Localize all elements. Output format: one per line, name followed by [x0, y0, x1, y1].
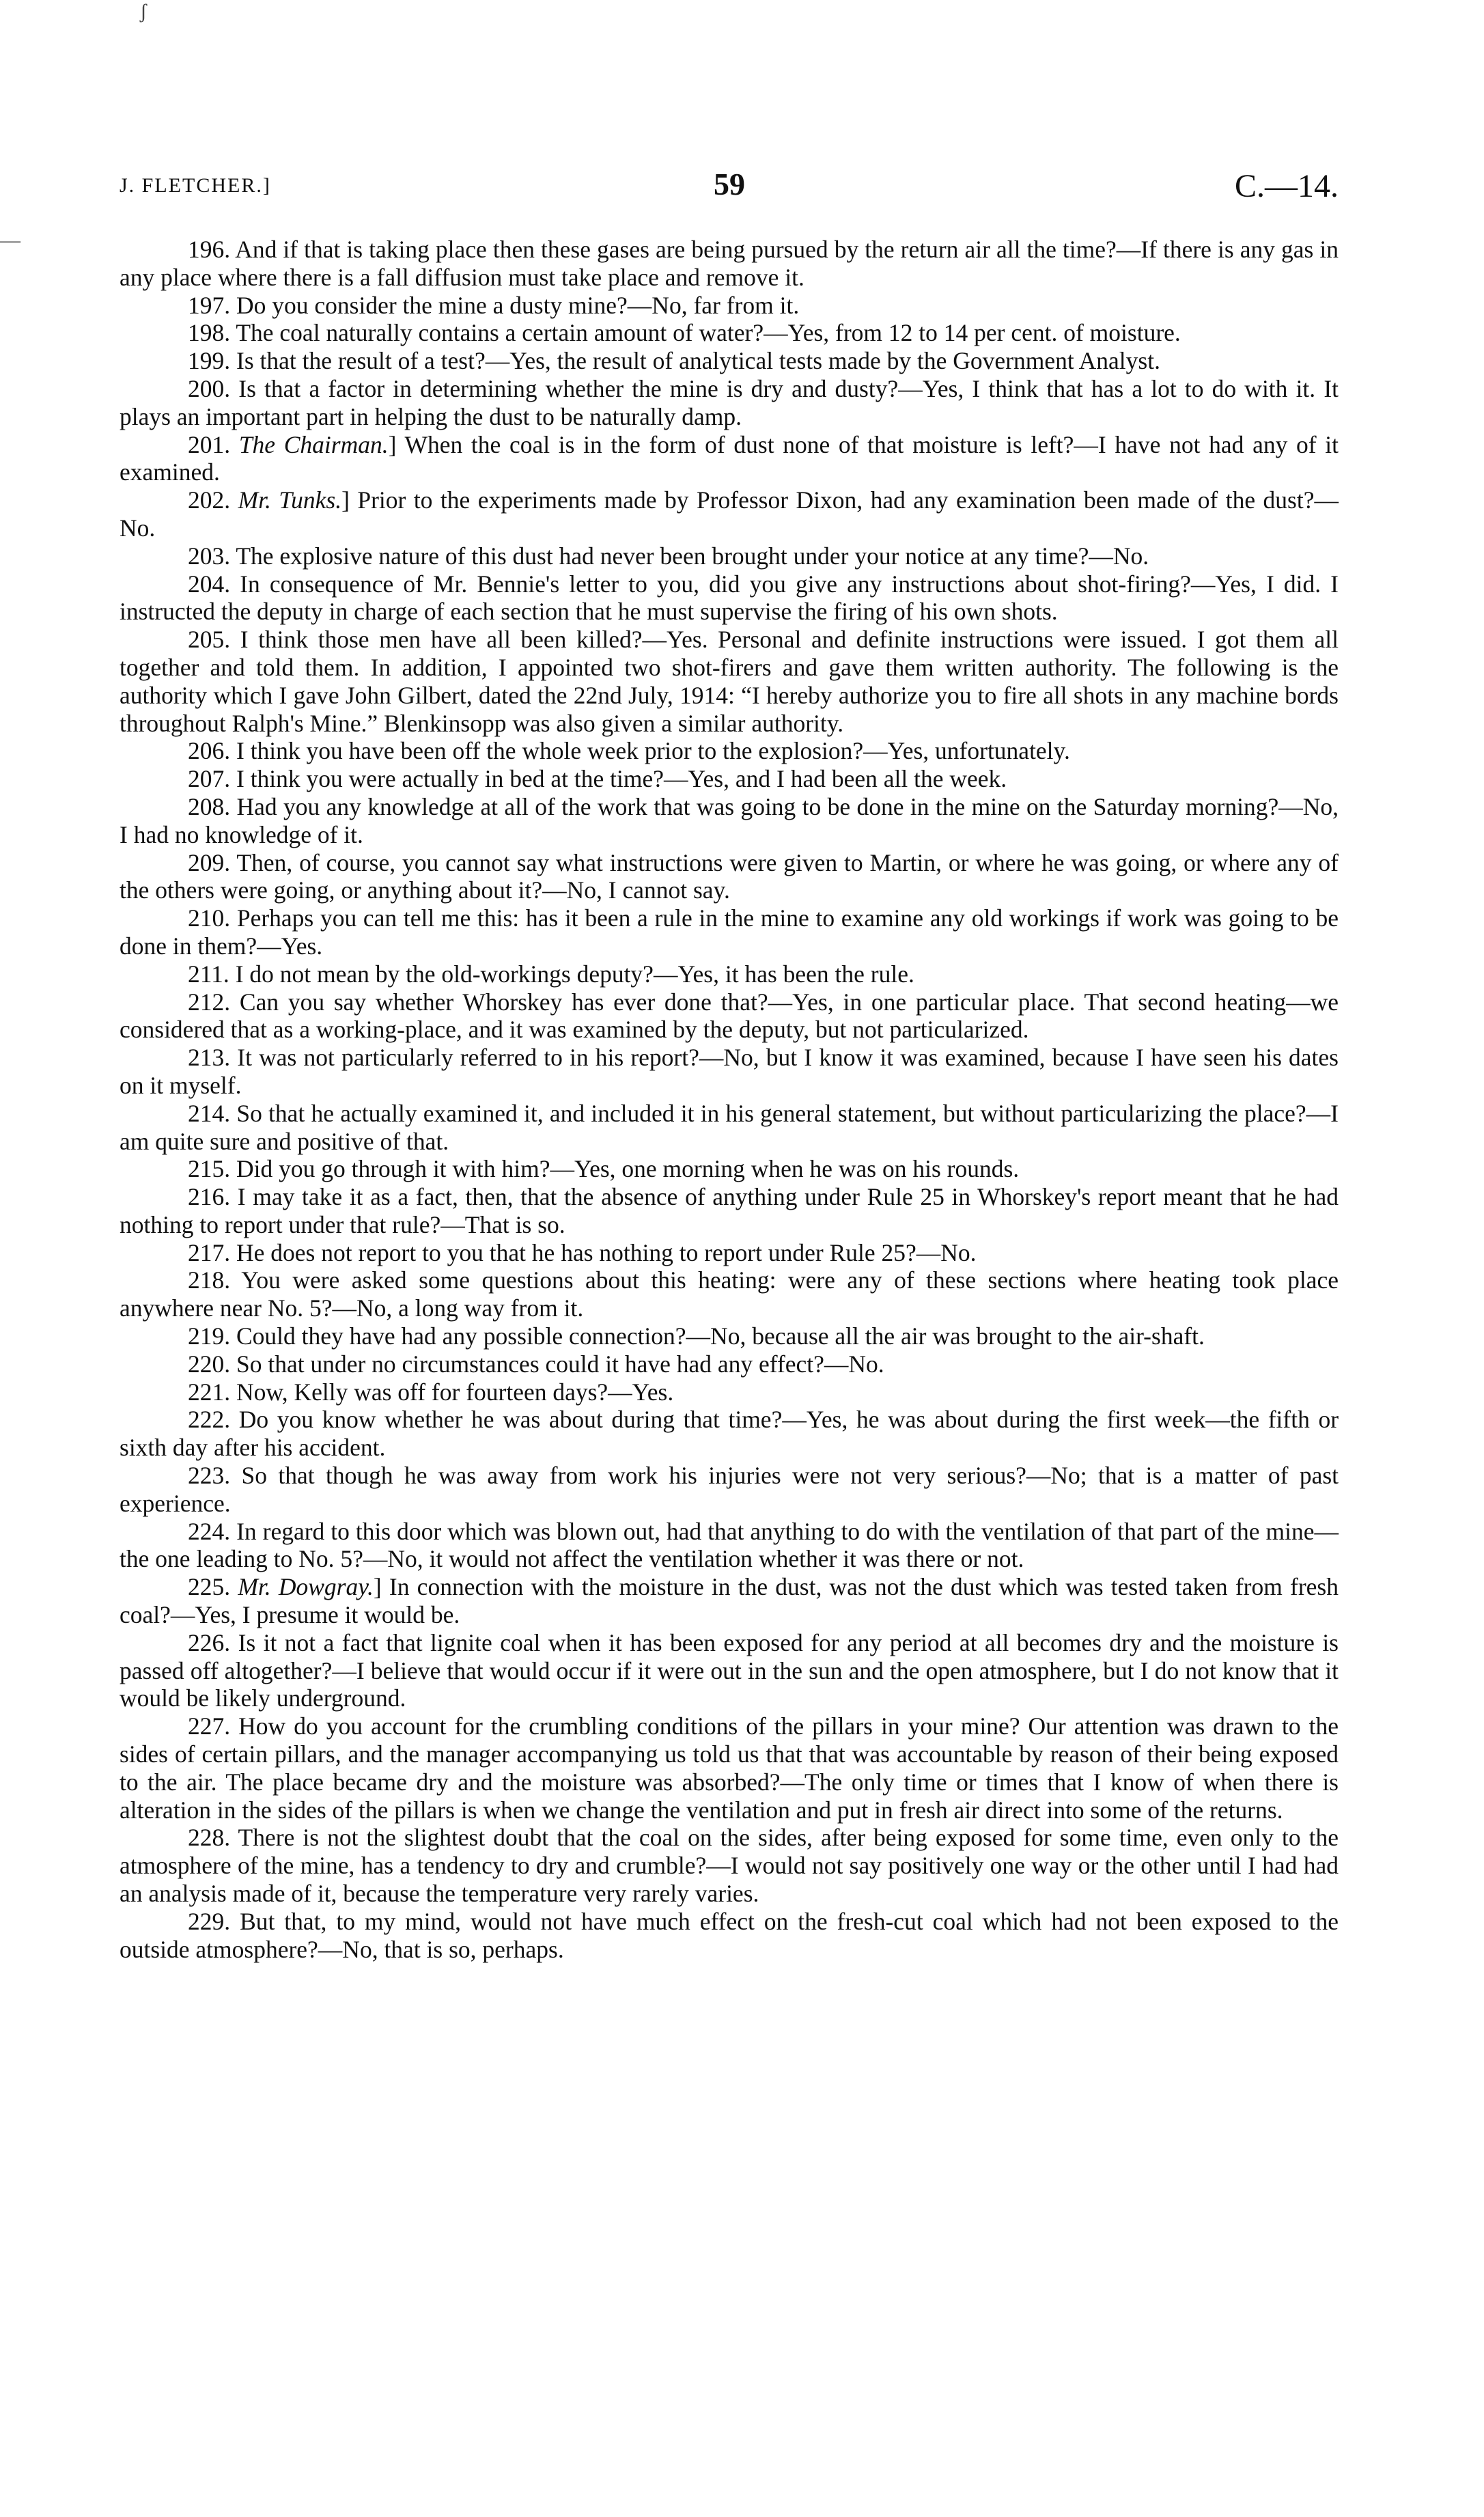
question-number: 206. — [188, 737, 231, 765]
speaker-name: The Chairman. — [238, 430, 389, 458]
question-answer-text: ] When the coal is in the form of dust none of that moisture is left?—I have not had any of it examined. — [120, 430, 1339, 486]
question-paragraph — [120, 570, 1339, 626]
question-paragraph — [120, 292, 1339, 320]
question-answer-text: Then, of course, you cannot say what instructions were given to Martin, or where he was going, or where any of the others were going, or anything about it?—No, I cannot say. — [120, 848, 1339, 904]
question-answer-text: Could they have had any possible connection?—No, because all the air was brought to the air-shaft. — [236, 1322, 1205, 1350]
question-answer-text: So that he actually examined it, and included it in his general statement, but without particularizing the place?—I am quite sure and positive of that. — [120, 1099, 1339, 1155]
question-paragraph — [120, 904, 1339, 960]
question-answer-text: And if that is taking place then these gases are being pursued by the return air all the time?—If there is any gas in any place where there is a fall diffusion must take place and remove it. — [120, 236, 1339, 291]
question-paragraph — [120, 375, 1339, 431]
margin-mark-top: ʃ — [140, 0, 147, 23]
question-number: 199. — [188, 347, 231, 375]
question-number: 215. — [188, 1155, 231, 1183]
question-number: 214. — [188, 1099, 231, 1127]
question-answer-text: Can you say whether Whorskey has ever done that?—Yes, in one particular place. That second heating—we considered that as a working-place, and it was examined by the deputy, but not particularized. — [120, 988, 1339, 1044]
question-answer-text: I think you have been off the whole week prior to the explosion?—Yes, unfortunately. — [236, 737, 1070, 765]
question-paragraph — [120, 347, 1339, 375]
question-number: 221. — [188, 1378, 231, 1406]
question-answer-text: Is it not a fact that lignite coal when it has been exposed for any period at all becomes dry and the moisture is passed off altogether?—I believe that would occur if it were out in the sun and the open atmosphere, but I do not know that it would be likely underground. — [120, 1628, 1339, 1712]
question-number: 207. — [188, 765, 231, 793]
question-number: 213. — [188, 1044, 231, 1072]
question-answer-text: In regard to this door which was blown out, had that anything to do with the ventilation of that part of the mine—the one leading to No. 5?—No, it would not affect the ventilation whether it was there or not. — [120, 1517, 1339, 1573]
question-paragraph — [120, 1573, 1339, 1629]
question-paragraph — [120, 1824, 1339, 1907]
question-number: 226. — [188, 1628, 231, 1656]
question-number: 220. — [188, 1350, 231, 1378]
question-answer-text: He does not report to you that he has nothing to report under Rule 25?—No. — [236, 1238, 977, 1266]
question-answer-text: ] Prior to the experiments made by Professor Dixon, had any examination been made of the dust?—No. — [120, 486, 1339, 542]
question-answer-text: Did you go through it with him?—Yes, one morning when he was on his rounds. — [236, 1155, 1020, 1183]
question-number: 216. — [188, 1183, 231, 1211]
question-number: 224. — [188, 1517, 231, 1545]
question-number: 197. — [188, 291, 231, 319]
question-number: 211. — [188, 960, 229, 988]
question-paragraph — [120, 1462, 1339, 1518]
question-answer-text: Perhaps you can tell me this: has it been a rule in the mine to examine any old workings if work was going to be done in them?—Yes. — [120, 904, 1339, 960]
question-number: 218. — [188, 1266, 231, 1294]
header-witness-name: J. FLETCHER.] — [120, 174, 271, 197]
question-paragraph — [120, 793, 1339, 849]
question-paragraph — [120, 765, 1339, 793]
question-number: 210. — [188, 904, 231, 932]
question-paragraph — [120, 236, 1339, 292]
question-answer-text: There is not the slightest doubt that the coal on the sides, after being exposed for some time, even only to the atmosphere of the mine, has a tendency to dry and crumble?—I would not say positively one way or the other until I had had an analysis made of it, because the temperature very rarely varies. — [120, 1824, 1339, 1908]
question-number: 202. — [188, 486, 231, 514]
question-number: 204. — [188, 570, 231, 598]
question-paragraph — [120, 1712, 1339, 1824]
speaker-name: Mr. Tunks. — [238, 486, 342, 514]
question-paragraph — [120, 737, 1339, 765]
question-paragraph — [120, 960, 1339, 988]
question-answer-text: How do you account for the crumbling conditions of the pillars in your mine? Our attention was drawn to the sides of certain pillars, and the manager accompanying us told us that that was accountable by reason of their being exposed to the air. The place became dry and the moisture was absorbed?—The only time or times that I know of when there is alteration in the sides of the pillars is when we change the ventilation and put in fresh air direct into some of the returns. — [120, 1712, 1339, 1824]
question-answer-text: Now, Kelly was off for fourteen days?—Yes. — [236, 1378, 674, 1406]
document-reference: C.—14. — [1234, 168, 1339, 204]
question-paragraph — [120, 1155, 1339, 1183]
question-number: 208. — [188, 792, 231, 820]
question-answer-text: I think those men have all been killed?—Yes. Personal and definite instructions were issued. I got them all together and told them. In addition, I appointed two shot-firers and gave them written authority. The following is the authority which I gave John Gilbert, dated the 22nd July, 1914: “I hereby authorize you to fire all shots in any machine bords throughout Ralph's Mine.” Blenkinsopp was also given a similar authority. — [120, 626, 1339, 737]
question-answer-text: Had you any knowledge at all of the work that was going to be done in the mine on the Saturday morning?—No, I had no knowledge of it. — [120, 792, 1339, 848]
question-answer-text: It was not particularly referred to in his report?—No, but I know it was examined, because I have seen his dates on it myself. — [120, 1044, 1339, 1099]
question-paragraph — [120, 849, 1339, 905]
question-number: 228. — [188, 1824, 231, 1852]
question-answer-text: You were asked some questions about this heating: were any of these sections where heating took place anywhere near No. 5?—No, a long way from it. — [120, 1266, 1339, 1322]
question-answer-text: Do you consider the mine a dusty mine?—No, far from it. — [236, 291, 800, 319]
question-paragraph — [120, 1322, 1339, 1350]
question-answer-text: The coal naturally contains a certain amount of water?—Yes, from 12 to 14 per cent. of moisture. — [236, 319, 1181, 347]
question-number: 201. — [188, 430, 231, 458]
question-answer-text: So that though he was away from work his injuries were not very serious?—No; that is a matter of past experience. — [120, 1462, 1339, 1517]
question-number: 200. — [188, 374, 231, 402]
question-answer-text: In consequence of Mr. Bennie's letter to you, did you give any instructions about shot-firing?—Yes, I did. I instructed the deputy in charge of each section that he must supervise the firing of his own shots. — [120, 570, 1339, 626]
question-answer-text: Do you know whether he was about during that time?—Yes, he was about during the first week—the fifth or sixth day after his accident. — [120, 1406, 1339, 1462]
question-paragraph — [120, 626, 1339, 737]
question-number: 227. — [188, 1712, 231, 1740]
page-number: 59 — [714, 167, 745, 201]
question-paragraph — [120, 1100, 1339, 1156]
question-number: 225. — [188, 1573, 231, 1601]
question-paragraph — [120, 1239, 1339, 1267]
speaker-name: Mr. Dowgray. — [238, 1573, 374, 1601]
question-paragraph — [120, 1044, 1339, 1100]
question-answer-text: So that under no circumstances could it have had any effect?—No. — [236, 1350, 884, 1378]
question-paragraph — [120, 1908, 1339, 1964]
question-answer-text: I may take it as a fact, then, that the absence of anything under Rule 25 in Whorskey's report meant that he had nothing to report under that rule?—That is so. — [120, 1183, 1339, 1238]
question-paragraph — [120, 1629, 1339, 1712]
question-answer-text: The explosive nature of this dust had never been brought under your notice at any time?—No. — [236, 542, 1149, 570]
question-number: 205. — [188, 626, 231, 654]
question-number: 209. — [188, 848, 231, 876]
question-paragraph — [120, 1378, 1339, 1406]
question-answer-text: ] In connection with the moisture in the dust, was not the dust which was tested taken from fresh coal?—Yes, I presume it would be. — [120, 1573, 1339, 1629]
question-paragraph — [120, 319, 1339, 347]
question-answer-text: Is that the result of a test?—Yes, the result of analytical tests made by the Government Analyst. — [236, 347, 1160, 375]
question-number: 196. — [188, 236, 231, 263]
question-paragraph — [120, 1350, 1339, 1378]
question-number: 223. — [188, 1462, 231, 1490]
margin-mark-left: — — [0, 229, 20, 251]
question-paragraph — [120, 486, 1339, 542]
question-number: 219. — [188, 1322, 231, 1350]
question-number: 222. — [188, 1406, 231, 1434]
testimony-text — [120, 236, 1339, 1963]
question-answer-text: I do not mean by the old-workings deputy?—Yes, it has been the rule. — [235, 960, 914, 988]
question-number: 198. — [188, 319, 231, 347]
question-paragraph — [120, 1518, 1339, 1574]
question-number: 203. — [188, 542, 231, 570]
question-paragraph — [120, 1183, 1339, 1239]
question-number: 217. — [188, 1238, 231, 1266]
question-paragraph — [120, 988, 1339, 1044]
question-answer-text: But that, to my mind, would not have much effect on the fresh-cut coal which had not been exposed to the outside atmosphere?—No, that is so, perhaps. — [120, 1907, 1339, 1963]
question-paragraph — [120, 1406, 1339, 1462]
page-header — [120, 161, 1339, 208]
question-number: 212. — [188, 988, 231, 1016]
question-paragraph — [120, 431, 1339, 487]
question-paragraph — [120, 542, 1339, 570]
question-answer-text: I think you were actually in bed at the time?—Yes, and I had been all the week. — [236, 765, 1007, 793]
question-paragraph — [120, 1266, 1339, 1322]
question-number: 229. — [188, 1907, 231, 1935]
question-answer-text: Is that a factor in determining whether the mine is dry and dusty?—Yes, I think that has a lot to do with it. It plays an important part in helping the dust to be naturally damp. — [120, 374, 1339, 430]
